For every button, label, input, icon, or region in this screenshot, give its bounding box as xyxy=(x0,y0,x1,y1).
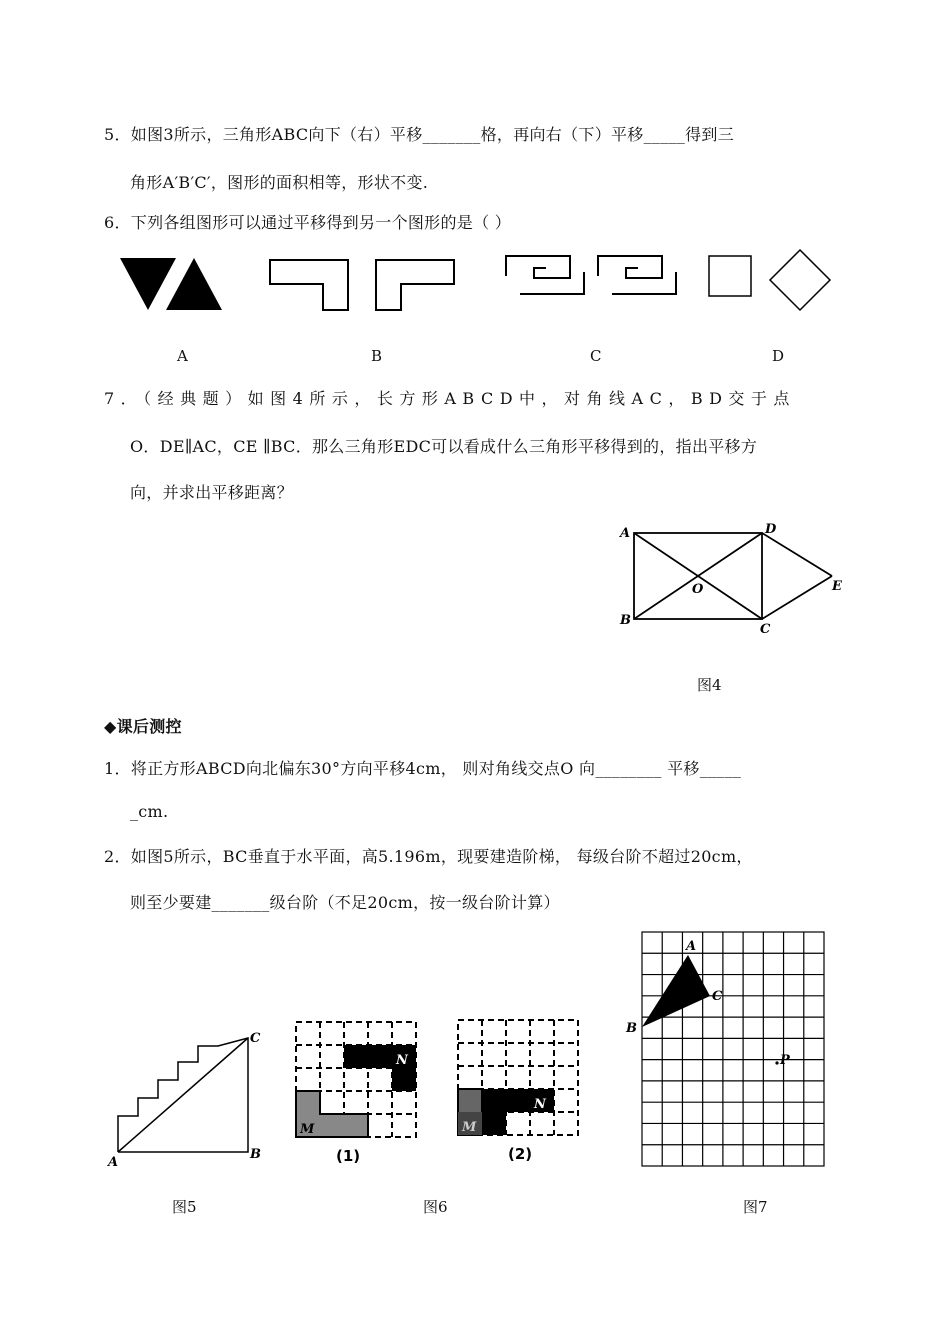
fig6-label-n-2: N xyxy=(534,1097,546,1112)
q5-line-2: 角形A′B′C′，图形的面积相等，形状不变. xyxy=(130,173,429,192)
point-p xyxy=(775,1061,778,1064)
fig6-caption: 图6 xyxy=(423,1198,448,1216)
fig5-label-a: A xyxy=(108,1155,119,1170)
option-a-up-triangle xyxy=(166,258,222,310)
q7-line-1: 7．（经典题）如图4所示，长方形ABCD中，对角线AC，BD交于点 xyxy=(104,389,796,408)
option-c-shape-left-2 xyxy=(520,272,584,294)
fig4-label-c: C xyxy=(760,622,771,637)
fig5-label-c: C xyxy=(250,1031,261,1046)
option-b-shape-right xyxy=(376,260,454,310)
option-b-label: B xyxy=(371,347,383,365)
fig4-label-a: A xyxy=(620,526,631,541)
fig7-label-p: P xyxy=(780,1053,790,1068)
figure-5 xyxy=(108,1028,268,1168)
fig4-caption: 图4 xyxy=(697,676,722,694)
option-c-label: C xyxy=(590,347,602,365)
q5-line-1: 5．如图3所示，三角形ABC向下（右）平移_______格，再向右（下）平移_____得到三 xyxy=(104,125,735,144)
figure-6-part-2 xyxy=(454,1016,584,1166)
fig7-label-c: C xyxy=(712,989,723,1004)
shape-n xyxy=(344,1045,416,1091)
hypotenuse-ac xyxy=(118,1038,248,1152)
figure-4 xyxy=(610,515,850,635)
h1-line-2: _cm. xyxy=(130,802,169,821)
fig5-label-b: B xyxy=(250,1147,261,1162)
option-b-shape-left xyxy=(270,260,348,310)
fig7-label-a: A xyxy=(686,939,697,954)
fig6-label-n-1: N xyxy=(396,1053,408,1068)
option-a-label: A xyxy=(177,347,188,365)
option-d-square xyxy=(709,256,751,296)
fig4-label-b: B xyxy=(620,613,631,628)
fig7-grid xyxy=(642,932,824,1166)
fig5-caption: 图5 xyxy=(172,1198,197,1216)
fig4-label-d: D xyxy=(765,522,777,537)
section-title: ◆课后测控 xyxy=(104,717,182,736)
fig6-label-m-2: M xyxy=(462,1120,477,1135)
option-c-shape-left xyxy=(506,256,570,278)
figure-7 xyxy=(622,928,838,1174)
fig6-sub-1: (1) xyxy=(336,1147,361,1165)
segment-ce xyxy=(762,576,832,619)
fig7-caption: 图7 xyxy=(743,1198,768,1216)
q6-stem: 6．下列各组图形可以通过平移得到另一个图形的是（ ） xyxy=(104,213,512,232)
fig4-label-e: E xyxy=(832,579,842,594)
fig6-label-m-1: M xyxy=(300,1122,315,1137)
fig7-label-b: B xyxy=(626,1021,637,1036)
segment-de xyxy=(762,533,832,576)
triangle-abc xyxy=(642,955,710,1027)
shape-n-2 xyxy=(482,1089,554,1135)
option-c-shape-right xyxy=(598,256,662,278)
option-d-label: D xyxy=(772,347,785,365)
h2-line-1: 2．如图5所示，BC垂直于水平面，高5.196m，现要建造阶梯， 每级台阶不超过20cm， xyxy=(104,847,753,866)
option-a-down-triangle xyxy=(120,258,176,310)
fig4-label-o: O xyxy=(692,582,704,597)
h1-line-1: 1．将正方形ABCD向北偏东30°方向平移4cm， 则对角线交点O 向________ 平移_____ xyxy=(104,759,742,778)
fig6-sub-2: (2) xyxy=(508,1145,533,1163)
option-d-diamond xyxy=(770,250,830,310)
figure-6-part-1 xyxy=(292,1018,422,1168)
q7-line-2: O．DE∥AC，CE ∥BC．那么三角形EDC可以看成什么三角形平移得到的，指出平移方 xyxy=(130,437,758,456)
q6-option-figures xyxy=(0,250,950,320)
q7-line-3: 向，并求出平移距离？ xyxy=(130,483,294,502)
h2-line-2: 则至少要建_______级台阶（不足20cm，按一级台阶计算） xyxy=(130,893,560,912)
option-c-shape-right-2 xyxy=(612,272,676,294)
